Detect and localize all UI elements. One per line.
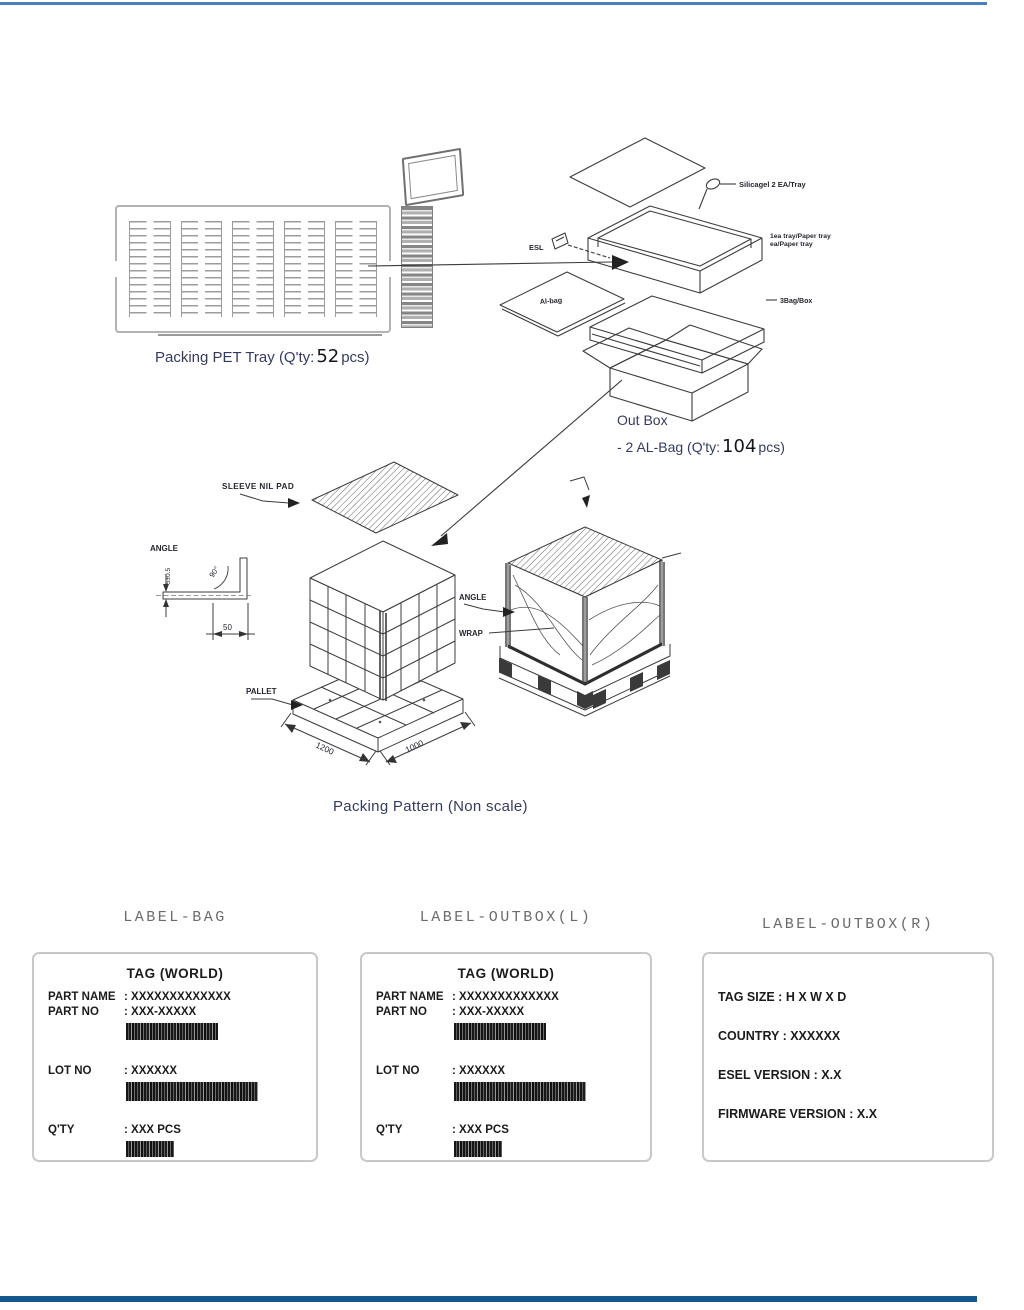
outbox-caption-suffix: pcs): [758, 439, 785, 455]
label-bag-group: [32, 908, 318, 1162]
lot-no-barcode: [454, 1082, 586, 1101]
bottom-rule: [0, 1296, 977, 1302]
label-bag-header: LABEL-BAG: [123, 909, 227, 926]
packing-pattern-caption: Packing Pattern (Non scale): [333, 798, 528, 815]
row-label: PART NAME: [48, 991, 116, 1003]
silicagel-note: Silicagel 2 EA/Tray: [739, 180, 806, 189]
tag-title: TAG (WORLD): [457, 966, 555, 981]
outbox-caption: [617, 412, 785, 457]
row-label: LOT NO: [48, 1065, 92, 1077]
tray-note-line1: 1ea tray/Paper tray: [770, 233, 831, 240]
row-label: LOT NO: [376, 1065, 420, 1077]
pallet-label: PALLET: [246, 687, 277, 696]
wrap-label: WRAP: [459, 629, 483, 638]
wrapped-pallet-drawing: [464, 477, 681, 716]
row-value: : XXXXXX: [452, 1065, 506, 1077]
country-line: COUNTRY : XXXXXX: [718, 1029, 841, 1043]
label-row: [48, 1005, 302, 1020]
albag-label: Al-bag: [539, 295, 563, 306]
label-outbox-r-group: [702, 908, 994, 1162]
label-outbox-r-header: LABEL-OUTBOX(R): [761, 916, 935, 933]
row-value: : XXXXXXXXXXXXX: [452, 991, 559, 1003]
tray-caption-text: Packing PET Tray (Q'ty:: [155, 349, 315, 366]
row-value: : XXX PCS: [124, 1124, 181, 1136]
part-no-barcode: [454, 1023, 546, 1040]
pallet-stack-drawing: [156, 462, 475, 765]
tag-title: TAG (WORLD): [126, 966, 224, 981]
qty-barcode: [454, 1141, 502, 1157]
part-no-barcode: [126, 1023, 218, 1040]
tray-note-line2: ea/Paper tray: [770, 241, 813, 248]
row-label: Q'TY: [48, 1124, 75, 1136]
sleeve-pad-label: SLEEVE NIL PAD: [222, 482, 295, 491]
row-label: Q'TY: [376, 1124, 403, 1136]
box-note: 3Bag/Box: [780, 298, 813, 305]
esl-label: ESL: [529, 243, 544, 252]
row-value: : XXX-XXXXX: [452, 1006, 525, 1018]
tray-caption: [155, 346, 370, 367]
label-row: [48, 1064, 302, 1079]
drawing-annotations: [150, 180, 831, 757]
firmware-version-line: FIRMWARE VERSION : X.X: [718, 1107, 878, 1121]
tray-qty-value: 52: [316, 346, 340, 367]
pallet-dim-1200: 1200: [314, 739, 336, 757]
label-row: [48, 1123, 302, 1138]
label-outbox-l-group: [360, 908, 652, 1162]
label-row: [376, 1064, 636, 1079]
angle-label-right: ANGLE: [459, 593, 487, 602]
pallet-dim-1000: 1000: [403, 737, 425, 755]
label-outbox-l-box: [360, 952, 652, 1162]
row-value: : XXXXXX: [124, 1065, 178, 1077]
label-row: [48, 990, 302, 1005]
row-value: : XXX-XXXXX: [124, 1006, 197, 1018]
lot-no-barcode: [126, 1082, 258, 1101]
row-label: PART NO: [48, 1006, 99, 1018]
label-row: [376, 990, 636, 1005]
label-row: [376, 1005, 636, 1020]
label-row: [376, 1123, 636, 1138]
angle-thickness-dim: 5±0.5: [165, 567, 172, 585]
qty-barcode: [126, 1141, 174, 1157]
tag-size-line: TAG SIZE : H X W X D: [718, 990, 847, 1004]
angle-degree-dim: 90°: [207, 564, 222, 580]
tray-caption-suffix: pcs): [341, 349, 370, 366]
label-outbox-r-box: [702, 952, 994, 1162]
row-label: PART NAME: [376, 991, 444, 1003]
outbox-title: Out Box: [617, 412, 668, 428]
outbox-bag-text: - 2 AL-Bag (Q'ty:: [617, 439, 721, 455]
label-outbox-l-header: LABEL-OUTBOX(L): [419, 909, 593, 926]
row-label: PART NO: [376, 1006, 427, 1018]
angle-label-left: ANGLE: [150, 544, 178, 553]
outbox-qty-value: 104: [722, 436, 757, 457]
label-bag-box: [32, 952, 318, 1162]
angle-width-dim: 50: [223, 623, 232, 632]
row-value: : XXX PCS: [452, 1124, 509, 1136]
row-value: : XXXXXXXXXXXXX: [124, 991, 231, 1003]
esel-version-line: ESEL VERSION : X.X: [718, 1068, 842, 1082]
